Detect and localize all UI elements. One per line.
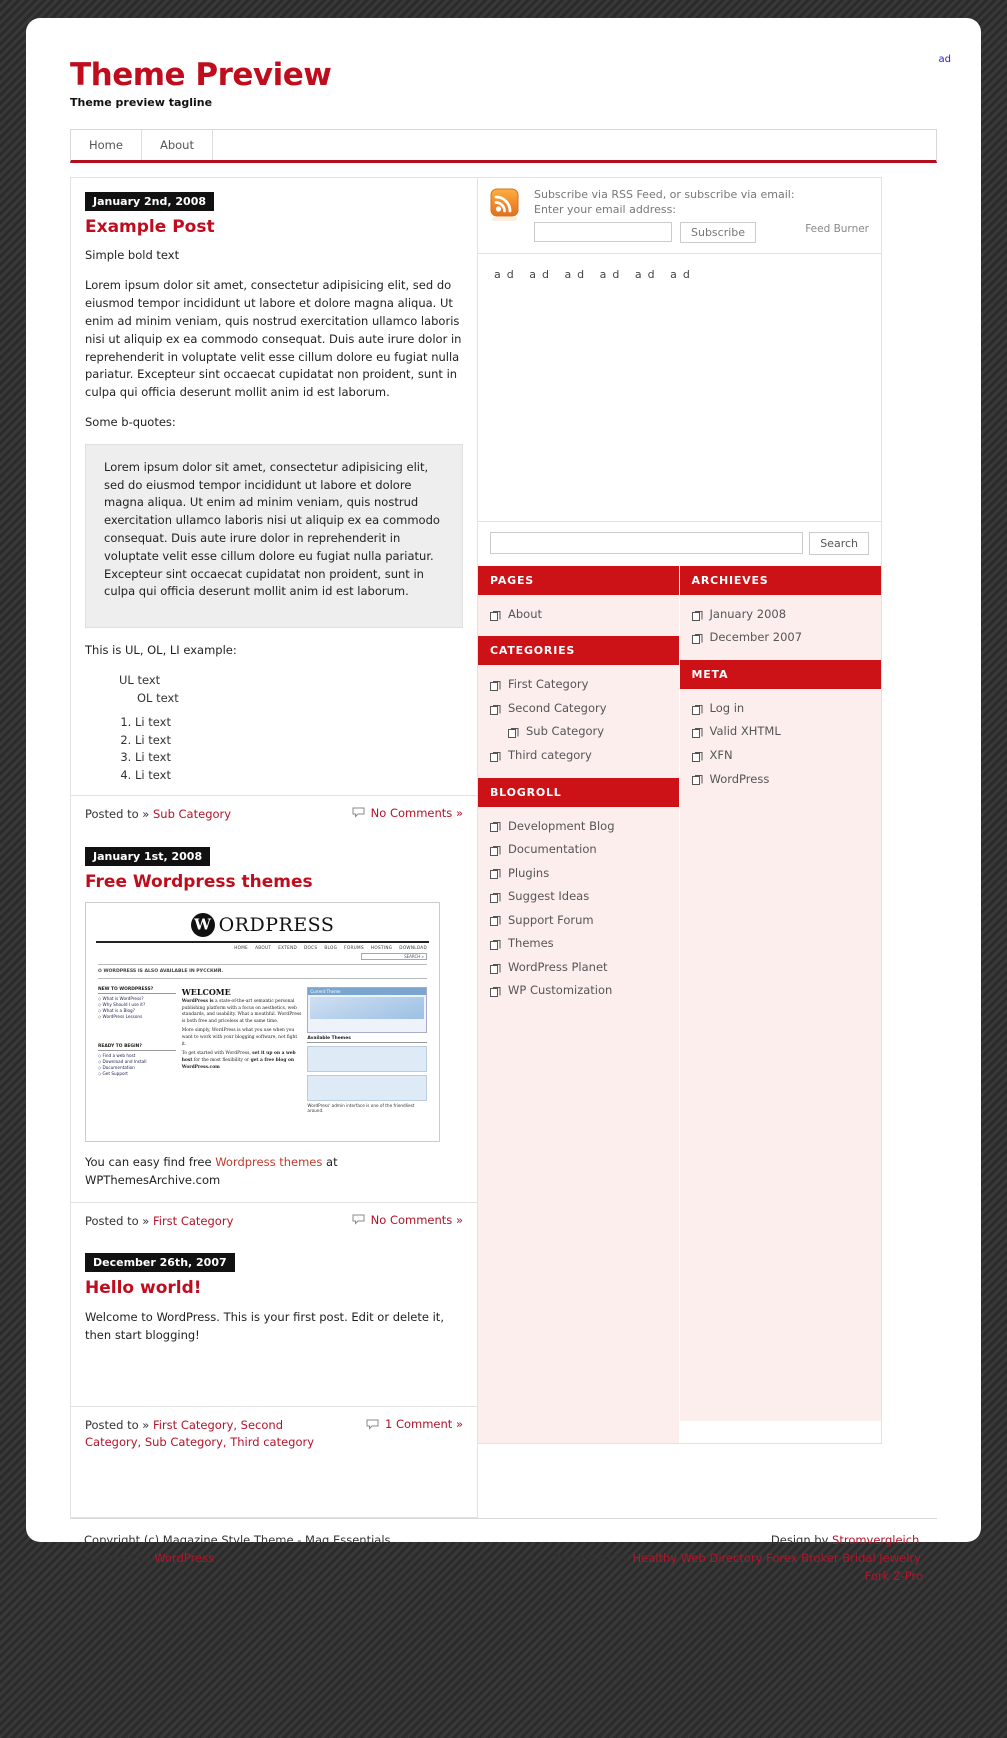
screenshot-li: ◇ What is a Blog? — [98, 1008, 135, 1014]
sidebar-ads[interactable]: ad ad ad ad ad ad — [478, 254, 881, 522]
posted-to-label: Posted to » — [85, 1213, 153, 1228]
site-tagline: Theme preview tagline — [70, 96, 213, 110]
widget-title-categories: CATEGORIES — [478, 636, 679, 665]
sidebar-item-wp-customization[interactable] — [490, 979, 667, 1003]
post-free-wordpress-themes — [71, 833, 477, 1190]
screenshot-nav-item: HOME — [234, 945, 249, 951]
footer-right — [554, 1531, 923, 1586]
sidebar-item-label: Documentation — [508, 842, 597, 857]
page-icon — [490, 985, 501, 997]
screenshot-body — [86, 983, 439, 1113]
nav-item-about[interactable]: About — [142, 130, 213, 160]
post-title[interactable]: Hello world! — [85, 1278, 202, 1299]
screenshot-theme-thumb — [307, 1075, 427, 1101]
screenshot-p3-b2: get a free blog on WordPress.com — [181, 1057, 295, 1070]
wordpress-themes-link[interactable]: Wordpress themes — [215, 1155, 323, 1170]
list-item: 4. Li text — [135, 767, 463, 785]
page-title: Theme Preview — [70, 57, 332, 93]
screenshot-search-label: SEARCH » — [404, 954, 424, 960]
design-label: Design by — [770, 1532, 833, 1547]
header-ad-link[interactable]: ad — [938, 54, 951, 65]
widget-body-categories — [478, 665, 679, 777]
sidebar-item-label: WordPress Planet — [508, 959, 608, 974]
list-item: 3. Li text — [135, 749, 463, 767]
page-icon — [490, 962, 501, 974]
post-blockquote — [85, 444, 463, 629]
sidebar-item-about[interactable] — [490, 603, 667, 627]
screenshot-nav-item: DOCS — [304, 945, 318, 951]
sidebar-item-third-category[interactable] — [490, 744, 667, 768]
widget-filler — [680, 801, 882, 1421]
sidebar-item-label: Sub Category — [526, 724, 605, 739]
widget-filler — [478, 1013, 679, 1443]
screenshot-p3-mid: for the most flexibility or — [192, 1057, 251, 1063]
sidebar-widget-col-left — [478, 566, 680, 1443]
feedburner-label[interactable]: Feed Burner — [805, 222, 869, 235]
subscribe-line-2: Enter your email address: — [534, 202, 677, 216]
post-meta — [71, 1202, 477, 1240]
site-footer — [70, 1518, 937, 1592]
footer-powered — [84, 1549, 394, 1567]
screenshot-theme-thumb — [307, 1046, 427, 1072]
page-icon — [490, 703, 501, 715]
screenshot-theme-box — [307, 987, 427, 1033]
sidebar-item-label: January 2008 — [709, 606, 787, 621]
sidebar-item-label: December 2007 — [709, 630, 803, 645]
sidebar-item-support-forum[interactable] — [490, 909, 667, 933]
page-icon — [490, 679, 501, 691]
presented-label: Presented by — [553, 1551, 633, 1566]
subscribe-button[interactable]: Subscribe — [680, 222, 756, 243]
page-icon — [490, 609, 501, 621]
sidebar-item-themes[interactable] — [490, 932, 667, 956]
category-link[interactable]: Sub Category — [152, 806, 232, 821]
screenshot-li: ◇ WordPress Lessons — [98, 1014, 143, 1020]
screenshot-nav — [86, 943, 439, 950]
page-icon — [692, 609, 703, 621]
page-icon — [490, 820, 501, 832]
widget-title-meta: META — [680, 660, 882, 689]
page-icon — [692, 750, 703, 762]
sidebar-item-valid-xhtml[interactable] — [692, 720, 870, 744]
screenshot-li: ◇ What is WordPress? — [98, 996, 144, 1002]
sidebar-item-documentation[interactable] — [490, 838, 667, 862]
powered-label: Powered by — [84, 1551, 155, 1566]
screenshot-left-col — [98, 987, 176, 1113]
footer-design — [554, 1531, 923, 1549]
screenshot-current-theme-label: Current Theme — [308, 988, 426, 995]
content-column — [70, 177, 478, 1518]
screenshot-li: ◇ Download and Install — [98, 1059, 147, 1065]
wordpress-logo — [96, 909, 429, 943]
presented-credit-link[interactable]: Healthy Web Directory Forex Broker Bridal Jewelry — [632, 1551, 920, 1566]
ordered-list — [85, 714, 463, 785]
screenshot-russian-note: ✪ WORDPRESS IS ALSO AVAILABLE IN РУССКИЙ. — [98, 969, 224, 975]
subscribe-email-input[interactable] — [534, 222, 672, 242]
sidebar-item-label: WordPress — [709, 771, 770, 786]
sidebar-item-label: Development Blog — [508, 818, 615, 833]
page-icon — [508, 726, 519, 738]
sidebar-item-january-2008[interactable] — [692, 603, 870, 627]
comment-bubble-icon — [352, 1214, 365, 1225]
screenshot-nav-item: ABOUT — [255, 945, 272, 951]
sidebar-item-label: Suggest Ideas — [508, 889, 590, 904]
sidebar-item-first-category[interactable] — [490, 673, 667, 697]
post-categories — [85, 806, 231, 823]
sidebar-item-label: Plugins — [508, 865, 550, 880]
sidebar-item-label: First Category — [508, 677, 589, 692]
subscribe-line-1: Subscribe via RSS Feed, or subscribe via email: — [534, 188, 795, 202]
sidebar-item-label: Second Category — [508, 700, 607, 715]
blockquote-intro: Some b-quotes: — [85, 414, 176, 429]
widget-body-blogroll — [478, 807, 679, 1013]
screenshot-li: ◇ Documentation — [98, 1065, 135, 1071]
screenshot-welcome-heading: WELCOME — [181, 987, 231, 998]
sidebar-item-second-category[interactable] — [490, 697, 667, 721]
widget-title-archieves: ARCHIEVES — [680, 566, 882, 595]
ol-item-label: OL text — [137, 690, 179, 705]
posted-to-label: Posted to » — [85, 806, 153, 821]
post-date: January 1st, 2008 — [85, 847, 210, 866]
widget-title-blogroll: BLOGROLL — [478, 778, 679, 807]
screenshot-col-head: READY TO BEGIN? — [98, 1044, 176, 1051]
divider — [98, 978, 427, 979]
presented-suffix: . — [919, 1551, 923, 1566]
comments-count-label: No Comments » — [370, 1212, 463, 1227]
sidebar-item-wordpress[interactable] — [692, 768, 870, 792]
widget-body-meta — [680, 689, 882, 801]
widget-body-archieves — [680, 595, 882, 660]
category-link[interactable]: First Category — [152, 1213, 234, 1228]
screenshot-nav-item: FORUMS — [344, 945, 364, 951]
screenshot-p3-pre: To get started with WordPress, — [181, 1051, 253, 1057]
page-icon — [692, 632, 703, 644]
blockquote-text: Lorem ipsum dolor sit amet, consectetur adipisicing elit, sed do eiusmod tempor incididunt ut labore et dolore magna aliqua. Ut enim ad minim veniam, quis nostrud exercitation ullamco laboris nisi ut aliquip ex ea commodo consequat. Duis aute irure dolor in reprehenderit in voluptate velit esse cillum dolore eu fugiat nulla pariatur. Excepteur sint occaecat cupidatat non proident, sunt in culpa qui officia deserunt mollit anim id est laborum. — [104, 459, 440, 599]
screenshot-li: ◇ Find a web host — [98, 1053, 136, 1059]
post-title[interactable]: Example Post — [85, 217, 215, 238]
footer-copyright: Copyright (c) Magazine Style Theme - Mag Essentials. — [84, 1532, 395, 1547]
sidebar-item-suggest-ideas[interactable] — [490, 885, 667, 909]
sidebar-item-label: WP Customization — [508, 983, 613, 998]
ul-item — [119, 672, 463, 708]
post-body — [85, 1154, 463, 1190]
design-credit-link[interactable]: Stromvergleich — [832, 1532, 920, 1547]
post-date: January 2nd, 2008 — [85, 192, 214, 211]
design-suffix: . — [919, 1532, 923, 1547]
sidebar-item-log-in[interactable] — [692, 697, 870, 721]
content-spacer — [71, 1461, 477, 1517]
comment-bubble-icon — [352, 807, 365, 818]
sidebar-item-sub-category[interactable] — [490, 720, 667, 744]
post-body-post: at WPThemesArchive.com — [85, 1155, 338, 1187]
screenshot-nav-item: HOSTING — [370, 945, 393, 951]
sidebar-item-label: Themes — [508, 936, 554, 951]
post-bold-line: Simple bold text — [85, 248, 180, 263]
screenshot-theme-thumb — [310, 997, 424, 1019]
post-title[interactable]: Free Wordpress themes — [85, 871, 313, 892]
page-icon — [490, 844, 501, 856]
widget-body-pages — [478, 595, 679, 637]
wordpress-wordmark: ORDPRESS — [218, 914, 335, 937]
post-meta — [71, 1406, 477, 1460]
screenshot-col-head: NEW TO WORDPRESS? — [98, 987, 176, 994]
wordpress-w-icon — [191, 913, 215, 937]
search-button[interactable]: Search — [809, 532, 869, 555]
search-input[interactable] — [490, 532, 803, 554]
page-icon — [490, 938, 501, 950]
wordpress-link[interactable]: WordPress — [154, 1551, 215, 1566]
screenshot-paragraph: More simply, WordPress is what you use when you want to work with your blogging software, not fight it. — [181, 1028, 298, 1047]
comments-link[interactable] — [366, 1417, 463, 1431]
screenshot-li: ◇ Get Support — [98, 1071, 128, 1077]
comments-count-label: No Comments » — [370, 805, 463, 820]
page-icon — [490, 891, 501, 903]
post-paragraph: Welcome to WordPress. This is your first post. Edit or delete it, then start blogging! — [85, 1309, 444, 1342]
sidebar-item-label: Third category — [508, 747, 592, 762]
unordered-list — [85, 672, 463, 708]
page-icon — [490, 750, 501, 762]
screenshot-p1: a state-of-the-art semantic personal publishing platform with a focus on aesthetics, web standards, and usability. What a mouthful. WordPress is both free and priceless at the same time. — [181, 999, 302, 1024]
sidebar-item-plugins[interactable] — [490, 862, 667, 886]
category-link[interactable]: First Category, Second Category, Sub Category, Third category — [85, 1418, 315, 1450]
screenshot-nav-item: BLOG — [324, 945, 338, 951]
screenshot-caption: WordPress' admin interface is one of the friendliest around. — [307, 1103, 415, 1114]
page-icon — [692, 726, 703, 738]
comments-link[interactable] — [352, 1213, 463, 1227]
sidebar-item-label: Valid XHTML — [709, 724, 781, 739]
footer-fork — [554, 1567, 923, 1585]
comment-bubble-icon — [366, 1419, 379, 1430]
screenshot-paragraph — [182, 999, 302, 1025]
screenshot-avail-themes: Available Themes — [307, 1036, 427, 1043]
post-body-pre: You can easy find free — [85, 1155, 216, 1170]
post-example-post — [71, 178, 477, 785]
post-hello-world — [71, 1239, 477, 1396]
sidebar-widgets — [478, 566, 881, 1443]
sidebar-item-label: Log in — [709, 700, 745, 715]
sidebar-item-label: XFN — [709, 747, 733, 762]
screenshot-right-col — [307, 987, 427, 1113]
page-icon — [692, 703, 703, 715]
screenshot-mid-col — [182, 987, 302, 1113]
post-categories — [85, 1417, 335, 1450]
comments-count-label: 1 Comment » — [384, 1417, 463, 1432]
post-meta — [71, 795, 477, 833]
sidebar-widget-col-right — [680, 566, 882, 1443]
rss-feed-icon[interactable] — [490, 188, 524, 222]
page-icon — [692, 773, 703, 785]
footer-left — [84, 1531, 394, 1586]
fork-link[interactable]: Fork Z-Pro — [864, 1569, 923, 1584]
widget-title-pages: PAGES — [478, 566, 679, 595]
list-intro: This is UL, OL, LI example: — [85, 643, 237, 658]
sidebar-item-xfn[interactable] — [692, 744, 870, 768]
screenshot-nav-item: EXTEND — [278, 945, 298, 951]
screenshot-li: ◇ Why Should I use it? — [98, 1002, 146, 1008]
sidebar-item-development-blog[interactable] — [490, 815, 667, 839]
screenshot-paragraph — [182, 1051, 302, 1071]
sidebar-item-label: About — [508, 606, 543, 621]
page-icon — [490, 867, 501, 879]
main-navigation — [70, 129, 937, 163]
comments-link[interactable] — [352, 806, 463, 820]
search-widget — [478, 522, 881, 566]
subscribe-widget — [478, 178, 881, 254]
page-icon — [490, 914, 501, 926]
post-paragraph: Lorem ipsum dolor sit amet, consectetur adipisicing elit, sed do eiusmod tempor incididunt ut labore et dolore magna aliqua. Ut enim ad minim veniam, quis nostrud exercitation ullamco laboris nisi ut aliquip ex ea commodo consequat. Duis aute irure dolor in reprehenderit in voluptate velit esse cillum dolore eu fugiat nulla pariatur. Excepteur sint occaecat cupidatat non proident, sunt in culpa qui officia deserunt mollit anim id est laborum. — [85, 278, 462, 400]
screenshot-search — [361, 953, 427, 960]
sidebar-item-december-2007[interactable] — [692, 626, 870, 650]
posted-to-label: Posted to » — [85, 1418, 153, 1433]
post-date: December 26th, 2007 — [85, 1253, 235, 1272]
sidebar-item-wordpress-planet[interactable] — [490, 956, 667, 980]
list-item: 1. Li text — [135, 714, 463, 732]
wordpress-screenshot-image — [85, 902, 440, 1142]
sidebar-item-label: Support Forum — [508, 912, 594, 927]
nav-item-home[interactable]: Home — [71, 130, 142, 160]
screenshot-p3-b1: set it up on a web host — [181, 1051, 296, 1063]
ul-item-label: UL text — [119, 673, 161, 688]
screenshot-nav-item: DOWNLOAD — [399, 945, 427, 951]
sidebar-column — [478, 177, 882, 1444]
post-categories — [85, 1213, 233, 1230]
divider — [98, 964, 427, 965]
footer-presented — [554, 1549, 923, 1567]
site-header — [48, 40, 959, 113]
browser-page — [26, 18, 981, 1584]
screenshot-strong: WordPress is — [181, 999, 214, 1005]
list-item: 2. Li text — [135, 732, 463, 750]
